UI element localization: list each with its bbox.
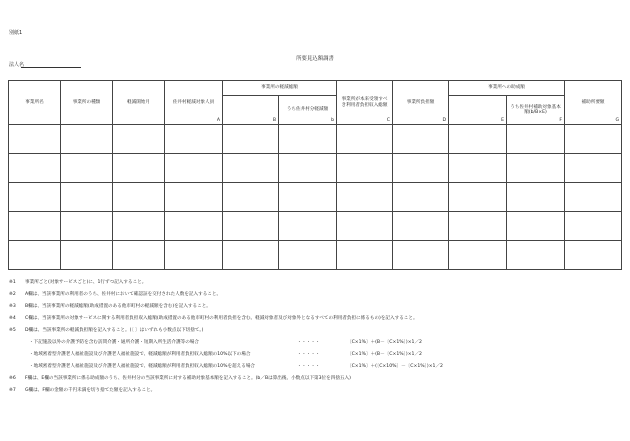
table-cell[interactable] bbox=[393, 125, 449, 154]
table-cell[interactable] bbox=[165, 154, 223, 183]
table-cell[interactable] bbox=[113, 183, 165, 212]
table-cell[interactable] bbox=[337, 241, 393, 270]
note-text: D欄は、当該事業所の軽減負担額を記入すること。(〔 〕はいずれも小数点以下切捨て。) bbox=[25, 328, 204, 333]
table-cell[interactable] bbox=[113, 154, 165, 183]
note-number: ※4 bbox=[9, 316, 16, 321]
note-text: C欄は、当該事業所の対象サービスに関する利用者負担収入総額(助成措置のある他市町村の利用者負担を含む。軽減対象者及び対象外となるすべての利用者負担に係るもの)を記入すること。 bbox=[25, 316, 418, 321]
table-cell[interactable] bbox=[113, 241, 165, 270]
table-cell[interactable] bbox=[279, 212, 337, 241]
table-cell[interactable] bbox=[393, 154, 449, 183]
table-cell[interactable] bbox=[61, 241, 113, 270]
table-cell[interactable] bbox=[223, 154, 279, 183]
note-number: ※3 bbox=[9, 304, 16, 309]
table-cell[interactable] bbox=[61, 154, 113, 183]
table-cell[interactable] bbox=[279, 183, 337, 212]
header-burden: 事業所負担額 D bbox=[393, 81, 449, 125]
table-cell[interactable] bbox=[449, 125, 507, 154]
table-cell[interactable] bbox=[165, 212, 223, 241]
attachment-label: 別紙1 bbox=[9, 30, 23, 36]
page-title: 所要見込額調書 bbox=[296, 56, 334, 62]
formula-dots: ・・・・・ bbox=[297, 340, 320, 345]
formula-line bbox=[9, 352, 619, 364]
note-number: ※1 bbox=[9, 280, 16, 285]
header-reduction-village: うち佐井村分軽減額 b bbox=[279, 96, 337, 125]
table-cell[interactable] bbox=[113, 125, 165, 154]
table-cell[interactable] bbox=[223, 125, 279, 154]
table-cell[interactable] bbox=[61, 183, 113, 212]
note-text: B欄は、当該事業所の軽減総額(助成措置のある他市町村の軽減額を含む)を記入すること。 bbox=[25, 304, 211, 309]
table-cell[interactable] bbox=[9, 183, 61, 212]
table-cell[interactable] bbox=[9, 154, 61, 183]
formula-expression: 〔C×1%〕＋(〔C×10%〕－〔C×1%〕)×1／2 bbox=[347, 364, 443, 369]
table-cell[interactable] bbox=[507, 125, 565, 154]
note-text: 事業所ごと(対象サービスごと)に、1行ずつ記入すること。 bbox=[25, 280, 147, 285]
table-cell[interactable] bbox=[337, 154, 393, 183]
note-item bbox=[9, 328, 619, 340]
table-cell[interactable] bbox=[61, 125, 113, 154]
formula-dots: ・・・・・ bbox=[297, 364, 320, 369]
table-cell[interactable] bbox=[9, 212, 61, 241]
formula-line bbox=[9, 340, 619, 352]
table-row bbox=[9, 125, 622, 154]
table-cell[interactable] bbox=[393, 212, 449, 241]
table-cell[interactable] bbox=[165, 183, 223, 212]
formula-line bbox=[9, 364, 619, 376]
table-cell[interactable] bbox=[507, 212, 565, 241]
header-subsidy-total: E bbox=[449, 96, 507, 125]
header-office-name: 事業所名 bbox=[9, 81, 61, 125]
formula-condition: ・下記施設以外の介護予防を含む訪問介護・通所介護・短期入所生活介護等の場合 bbox=[29, 340, 199, 345]
note-number: ※6 bbox=[9, 376, 16, 381]
note-item bbox=[9, 304, 619, 316]
header-subsidy-base: うち佐井村補助対象基本額(b/B×E) F bbox=[507, 96, 565, 125]
table-cell[interactable] bbox=[61, 212, 113, 241]
table-cell[interactable] bbox=[507, 183, 565, 212]
table-row bbox=[9, 183, 622, 212]
table-cell[interactable] bbox=[337, 183, 393, 212]
corporation-label: 法人名 bbox=[9, 62, 25, 68]
table-cell[interactable] bbox=[113, 212, 165, 241]
table-cell[interactable] bbox=[449, 241, 507, 270]
corporation-name-line bbox=[21, 67, 81, 68]
formula-condition: ・地域密着型介護老人福祉施設及び介護老人福祉施設で、軽減総額が利用者負担収入総額の10%以下の場合 bbox=[29, 352, 251, 357]
note-text: G欄は、F欄の金額の千円未満を切り捨てた額を記入すること。 bbox=[25, 388, 156, 393]
header-required: 補助所要額 G bbox=[565, 81, 622, 125]
table-cell[interactable] bbox=[449, 154, 507, 183]
table-cell[interactable] bbox=[9, 241, 61, 270]
table-row bbox=[9, 154, 622, 183]
header-reduction-group: 事業所の軽減総額 bbox=[223, 81, 337, 96]
note-number: ※2 bbox=[9, 292, 16, 297]
table-cell[interactable] bbox=[393, 183, 449, 212]
table-cell[interactable] bbox=[337, 125, 393, 154]
note-item bbox=[9, 280, 619, 292]
table-cell[interactable] bbox=[565, 241, 622, 270]
table-cell[interactable] bbox=[565, 154, 622, 183]
note-number: ※7 bbox=[9, 388, 16, 393]
table-body bbox=[9, 125, 622, 270]
table-cell[interactable] bbox=[223, 241, 279, 270]
header-receivable: 事業所が本来受領すべき利用者負担収入総額 C bbox=[337, 81, 393, 125]
table-cell[interactable] bbox=[279, 154, 337, 183]
header-subsidy-group: 事業所への助成額 bbox=[449, 81, 565, 96]
header-start-month: 軽減開始月 bbox=[113, 81, 165, 125]
estimate-table bbox=[8, 80, 622, 270]
note-number: ※5 bbox=[9, 328, 16, 333]
table-cell[interactable] bbox=[165, 241, 223, 270]
table-cell[interactable] bbox=[565, 125, 622, 154]
table-cell[interactable] bbox=[507, 154, 565, 183]
table-cell[interactable] bbox=[223, 212, 279, 241]
formula-expression: 〔C×1%〕＋(B－〔C×1%〕)×1／2 bbox=[347, 340, 422, 345]
note-text: A欄は、当該事業所の利用者のうち、佐井村において確認証を交付された人数を記入すること。 bbox=[25, 292, 222, 297]
notes-section bbox=[9, 280, 619, 400]
table-row bbox=[9, 241, 622, 270]
table-cell[interactable] bbox=[279, 125, 337, 154]
header-target-users: 佐井村軽減対象人員 A bbox=[165, 81, 223, 125]
table-cell[interactable] bbox=[449, 183, 507, 212]
note-text: F欄は、E欄の当該事業所に係る助成額のうち、佐井村分の当該事業所に対する補助対象基本額を記入すること。(b／Bは算出後、小数点以下第3位を四捨五入) bbox=[25, 376, 351, 381]
note-item bbox=[9, 292, 619, 304]
table-cell[interactable] bbox=[565, 183, 622, 212]
table-cell[interactable] bbox=[223, 183, 279, 212]
header-reduction-total: B bbox=[223, 96, 279, 125]
table-cell[interactable] bbox=[165, 125, 223, 154]
formula-expression: 〔C×1%〕＋(B－〔C×1%〕)×1／2 bbox=[347, 352, 422, 357]
table-cell[interactable] bbox=[449, 212, 507, 241]
table-cell[interactable] bbox=[393, 241, 449, 270]
table-cell[interactable] bbox=[565, 212, 622, 241]
table-cell[interactable] bbox=[279, 241, 337, 270]
table-cell[interactable] bbox=[9, 125, 61, 154]
table-cell[interactable] bbox=[337, 212, 393, 241]
note-item bbox=[9, 376, 619, 388]
table-row bbox=[9, 212, 622, 241]
formula-dots: ・・・・・ bbox=[297, 352, 320, 357]
formula-condition: ・地域密着型介護老人福祉施設及び介護老人福祉施設で、軽減総額が利用者負担収入総額の10%を超える場合 bbox=[29, 364, 256, 369]
note-item bbox=[9, 316, 619, 328]
header-office-type: 事業所の種類 bbox=[61, 81, 113, 125]
note-item bbox=[9, 388, 619, 400]
table-cell[interactable] bbox=[507, 241, 565, 270]
